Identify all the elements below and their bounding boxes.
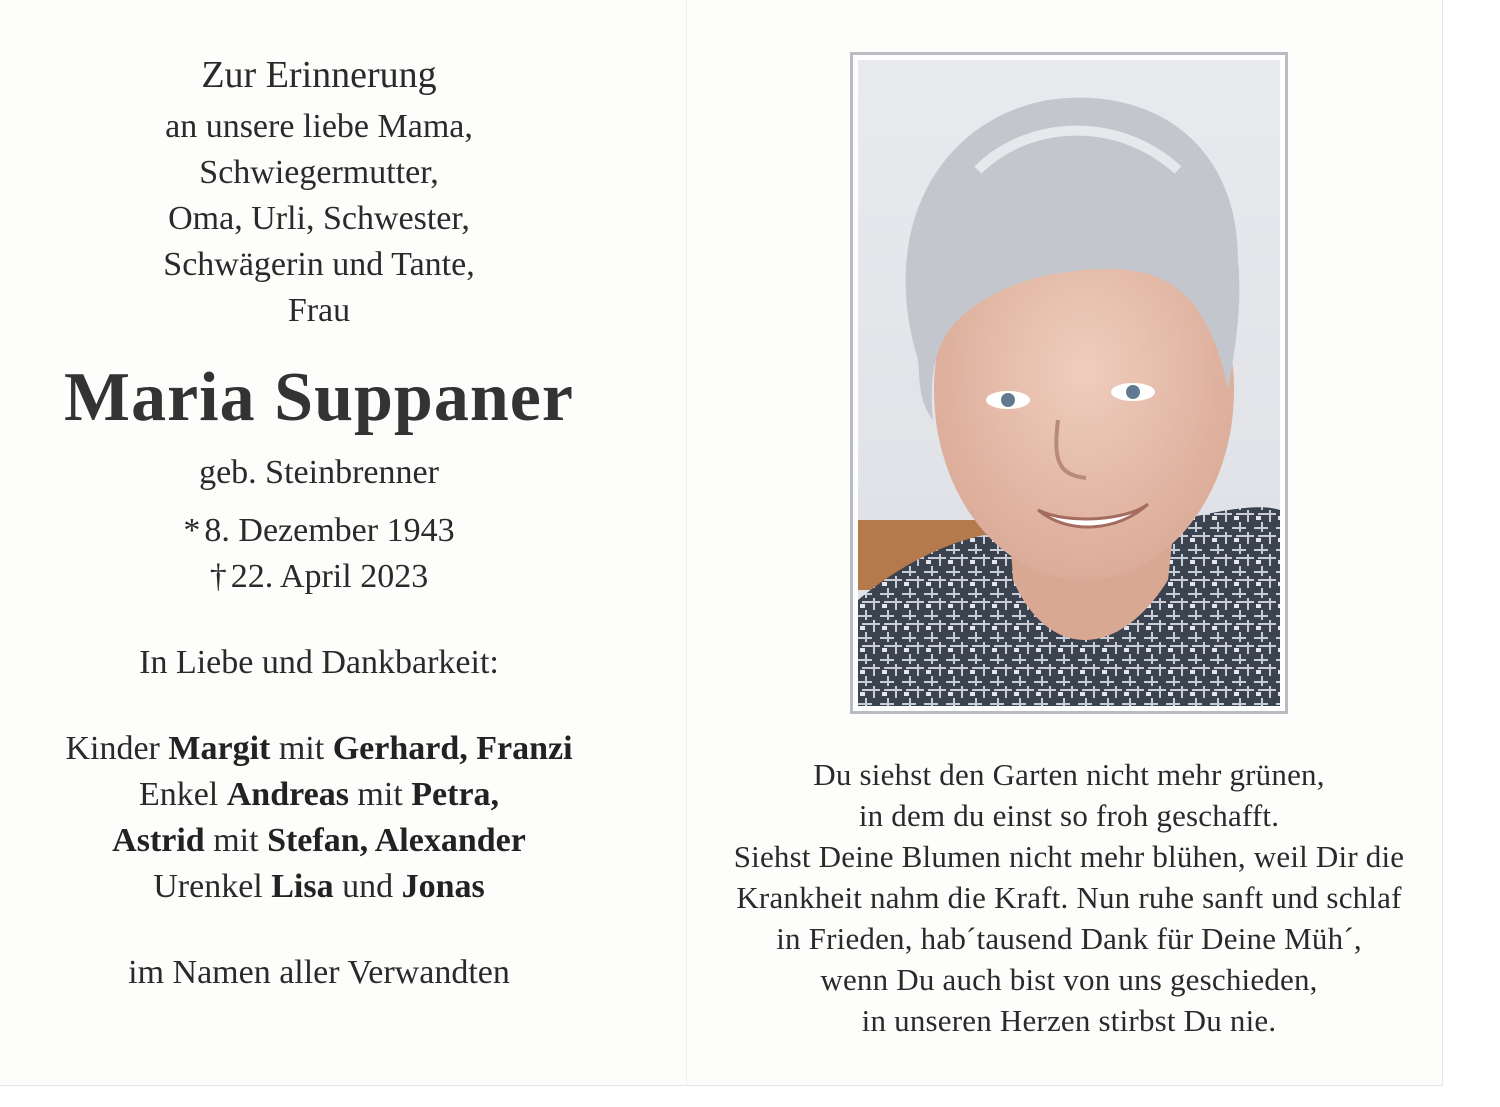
family-name: Margit: [168, 730, 271, 767]
poem-line: Du siehst den Garten nicht mehr grünen,: [813, 757, 1325, 792]
card-left-panel: [20, 50, 618, 996]
family-line-great-grandchildren: [20, 864, 618, 910]
poem-line: in Frieden, hab´tausend Dank für Deine Müh´,: [776, 921, 1362, 956]
intro-line: Schwägerin und Tante,: [163, 246, 475, 283]
poem-line: in unseren Herzen stirbst Du nie.: [861, 1003, 1277, 1038]
thanks-line: In Liebe und Dankbarkeit:: [139, 644, 499, 681]
death-cross-icon: †: [209, 558, 227, 595]
family-name: Stefan, Alexander: [267, 822, 526, 859]
family-name: Gerhard, Franzi: [332, 730, 573, 767]
family-text: Enkel: [138, 776, 227, 813]
intro-line: Schwiegermutter,: [199, 154, 439, 191]
poem-line: Krankheit nahm die Kraft. Nun ruhe sanft und schlaf: [736, 880, 1402, 915]
family-name: Petra,: [411, 776, 500, 813]
poem-line: wenn Du auch bist von uns geschieden,: [820, 962, 1318, 997]
death-date-line: [20, 554, 618, 600]
family-name: Lisa: [271, 868, 334, 905]
headline: Zur Erinnerung: [201, 54, 437, 96]
family-text: mit: [348, 776, 412, 813]
family-text: Kinder: [65, 730, 169, 767]
intro-line: an unsere liebe Mama,: [165, 108, 473, 145]
birth-date: 8. Dezember 1943: [204, 512, 455, 549]
intro-line: Frau: [287, 292, 351, 329]
poem: [700, 754, 1438, 1041]
portrait-illustration: [858, 60, 1280, 706]
family-name: Andreas: [226, 776, 349, 813]
intro-line: Oma, Urli, Schwester,: [168, 200, 470, 237]
poem-line: in dem du einst so froh geschafft.: [858, 798, 1280, 833]
card-fold-line: [686, 0, 687, 1085]
deceased-name: Maria Suppaner: [64, 359, 574, 436]
family-line-grandchildren: [20, 772, 618, 818]
family-name: Astrid: [112, 822, 205, 859]
family-line-grandchildren-2: [20, 818, 618, 864]
birth-star-icon: *: [183, 512, 201, 549]
portrait-frame: [850, 52, 1288, 714]
poem-line: Siehst Deine Blumen nicht mehr blühen, weil Dir die: [733, 839, 1405, 874]
family-text: und: [333, 868, 402, 905]
family-text: mit: [270, 730, 333, 767]
family-name: Jonas: [401, 868, 485, 905]
family-text: mit: [204, 822, 268, 859]
maiden-name: geb. Steinbrenner: [199, 454, 439, 491]
family-text: Urenkel: [153, 868, 272, 905]
family-list: [20, 726, 618, 910]
portrait-photo: [858, 60, 1280, 706]
death-date: 22. April 2023: [230, 558, 429, 595]
closing-line: im Namen aller Verwandten: [128, 954, 510, 991]
family-line-children: [20, 726, 618, 772]
birth-date-line: [20, 508, 618, 554]
